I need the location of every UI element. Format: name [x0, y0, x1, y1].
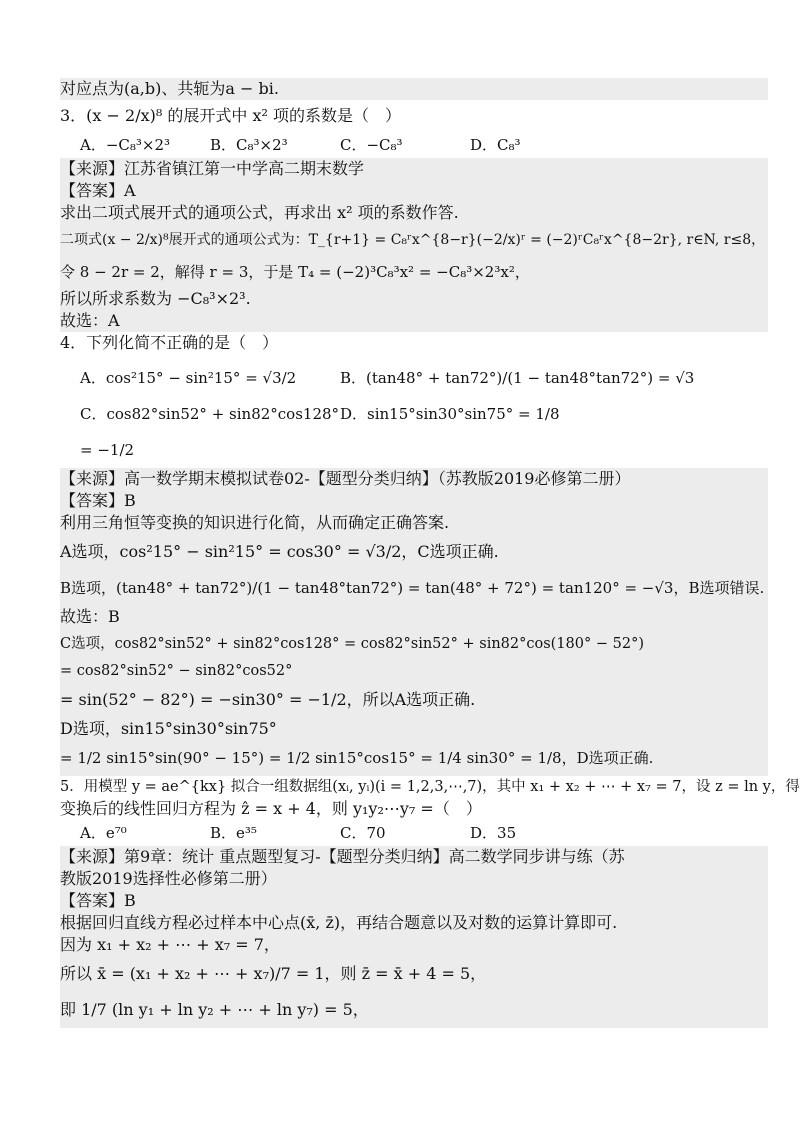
answer-line: 【答案】B — [60, 490, 768, 512]
explanation-line: 二项式(x − 2/x)⁸展开式的通项公式为：T_{r+1} = C₈ʳx^{8−r}(−2/x)ʳ = (−2)ʳC₈ʳx^{8−2r}, r∈N, r≤8， — [60, 224, 768, 256]
source-line: 【来源】高一数学期末模拟试卷02-【题型分类归纳】（苏教版2019必修第二册） — [60, 468, 768, 490]
explanation-line: C选项，cos82°sin52° + sin82°cos128° = cos82°sin52° + sin82°cos(180° − 52°) — [60, 628, 768, 660]
answer-line: 【答案】A — [60, 180, 768, 202]
explanation-line: = 1/2 sin15°sin(90° − 15°) = 1/2 sin15°cos15° = 1/4 sin30° = 1/8，D选项正确. — [60, 740, 768, 776]
question-5: 5．用模型 y = ae^{kx} 拟合一组数据组(xᵢ, yᵢ)(i = 1,2,3,⋯,7)，其中 x₁ + x₂ + ⋯ + x₇ = 7，设 z = ln y，得 — [60, 779, 800, 795]
question-4: 4．下列化简不正确的是（ ） — [60, 333, 279, 352]
explanation-line: 根据回归直线方程必过样本中心点(x̄, z̄)，再结合题意以及对数的运算计算即可. — [60, 912, 768, 934]
explanation-line: 即 1/7 (ln y₁ + ln y₂ + ⋯ + ln y₇) = 5， — [60, 992, 768, 1028]
explanation-line: 所以 x̄ = (x₁ + x₂ + ⋯ + x₇)/7 = 1，则 z̄ = x̄ + 4 = 5， — [60, 956, 768, 992]
option-c: C．−C₈³ — [340, 136, 403, 154]
option-b: B．(tan48° + tan72°)/(1 − tan48°tan72°) = √3 — [340, 369, 695, 387]
document-page — [60, 78, 800, 1028]
option-b: B．C₈³×2³ — [210, 136, 288, 154]
explanation-line: 故选：B — [60, 606, 768, 628]
explanation-line: 故选：A — [60, 310, 768, 332]
explanation-line: A选项，cos²15° − sin²15° = cos30° = √3/2，C选项正确. — [60, 534, 768, 570]
source-line: 【来源】第9章：统计 重点题型复习-【题型分类归纳】高二数学同步讲与练（苏 — [60, 846, 768, 868]
option-a: A．e⁷⁰ — [80, 824, 127, 842]
option-b: B．e³⁵ — [210, 824, 257, 842]
question-4-options-row2 — [60, 396, 768, 468]
explanation-line: 令 8 − 2r = 2，解得 r = 3，于是 T₄ = (−2)³C₈³x² = −C₈³×2³x²， — [60, 256, 768, 288]
question-3-options — [60, 132, 768, 158]
explanation-line: B选项，(tan48° + tan72°)/(1 − tan48°tan72°) = tan(48° + 72°) = tan120° = −√3，B选项错误. — [60, 570, 768, 606]
explanation-line: D选项，sin15°sin30°sin75° — [60, 718, 768, 740]
question-3: 3．(x − 2/x)⁸ 的展开式中 x² 项的系数是（ ） — [60, 106, 401, 125]
explanation-line: 所以所求系数为 −C₈³×2³. — [60, 288, 768, 310]
option-d: D．35 — [470, 824, 517, 842]
explanation-line: = cos82°sin52° − sin82°cos52° — [60, 660, 768, 682]
option-a: A．cos²15° − sin²15° = √3/2 — [80, 369, 297, 387]
text-line: 对应点为(a,b)、共轭为a − bi. — [60, 78, 768, 100]
option-d: D．C₈³ — [470, 136, 521, 154]
explanation-line: 求出二项式展开式的通项公式，再求出 x² 项的系数作答. — [60, 202, 768, 224]
option-c: C．cos82°sin52° + sin82°cos128° = −1/2 — [80, 405, 340, 459]
question-4-options-row1 — [60, 360, 768, 396]
question-5-cont: 变换后的线性回归方程为 ẑ = x + 4，则 y₁y₂⋯y₇ =（ ） — [60, 799, 482, 818]
explanation-line: = sin(52° − 82°) = −sin30° = −1/2，所以A选项正确. — [60, 682, 768, 718]
option-d: D．sin15°sin30°sin75° = 1/8 — [340, 405, 560, 423]
question-5-options — [60, 820, 768, 846]
answer-line: 【答案】B — [60, 890, 768, 912]
source-line: 【来源】江苏省镇江第一中学高二期末数学 — [60, 158, 768, 180]
source-line: 教版2019选择性必修第二册） — [60, 868, 768, 890]
explanation-line: 利用三角恒等变换的知识进行化简，从而确定正确答案. — [60, 512, 768, 534]
option-a: A．−C₈³×2³ — [80, 136, 171, 154]
option-c: C．70 — [340, 824, 386, 842]
explanation-line: 因为 x₁ + x₂ + ⋯ + x₇ = 7， — [60, 934, 768, 956]
